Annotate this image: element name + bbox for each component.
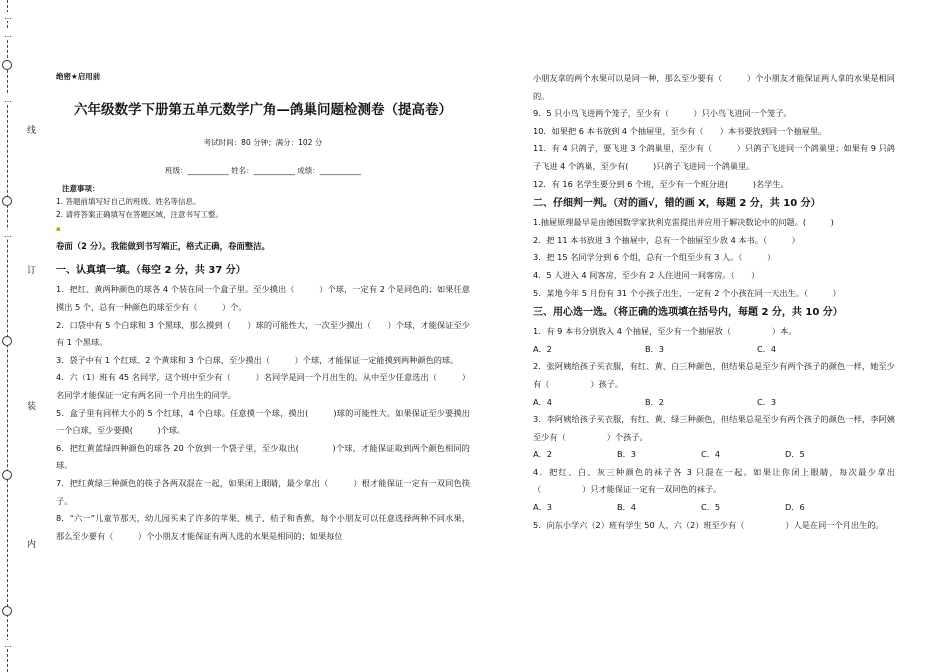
choice-question: 5．向东小学六（2）班有学生 50 人，六（2）班至少有（ ）人是在同一个月出生的。 (533, 519, 884, 530)
fill-question: 2．口袋中有 5 个白球和 3 个黑球，那么摸到（ ）球的可能性大，一次至少摸出（ ）个球，才能保证至少有 1 个黑球。 (56, 319, 470, 348)
exam-info: 考试时间：80 分钟；满分：102 分 (203, 137, 323, 147)
note-item: 2. 请将答案正确填写在答题区域，注意书写工整。 (56, 209, 224, 219)
notes-title: 注意事项： (62, 183, 100, 193)
choice-option: A．3 (533, 502, 552, 513)
choice-option: C．5 (701, 502, 721, 513)
fill-question: 11．有 4 只鸽子，要飞进 3 个鸽巢里，至少有（ ）只鸽子飞进同一个鸽巢里；如果有 9 只鸽子飞进 4 个鸽巢，至少有( )只鸽子飞进同一个鸽巢里。 (533, 143, 895, 171)
choice-options (533, 394, 895, 412)
fill-question-continuation: 小朋友拿的两个水果可以是同一种，那么至少要有（ ）个小朋友才能保证两人拿的水果是相同的。 (533, 73, 895, 101)
fill-question: 1．把红、黄两种颜色的球各 4 个装在同一个盒子里。至少摸出（ ）个球，一定有 2 个是同色的；如果任意摸出 5 个，总有一种颜色的球至少有（ ）个。 (56, 284, 470, 312)
exam-title: 六年级数学下册第五单元数学广角—鸽巢问题检测卷（提高卷） (74, 101, 452, 118)
choice-option: C．3 (757, 396, 777, 407)
binding-label-zhuang: 装 (27, 402, 37, 412)
binding-dots: … (4, 30, 12, 39)
fill-question: 5．盒子里有同样大小的 5 个红球，4 个白球。任意摸一个球，摸出( )球的可能性大。如果保证至少要摸出一个白球，至少要摸( )个球。 (56, 407, 470, 436)
binding-hole (2, 606, 12, 616)
judge-question: 4．5 人进入 4 间客房，至少有 2 人住进同一间客房。（ ） (533, 269, 760, 280)
fill-question: 10．如果把 6 本书放到 4 个抽屉里，至少有（ ）本书要放到同一个抽屉里。 (533, 125, 827, 136)
choice-question: 4．把红、白、灰三种颜色的袜子各 3 只混在一起。如果让你闭上眼睛，每次最少拿出（ ）只才能保证一定有一双同色的袜子。 (533, 466, 895, 495)
fill-question: 9．5 只小鸟飞进两个笼子，至少有（ ）只小鸟飞进同一个笼子。 (533, 108, 792, 119)
fill-question: 8．“六一”儿童节那天，幼儿园买来了许多的苹果、桃子、桔子和香蕉，每个小朋友可以任意选择两种不同水果，那么至少要有（ ）个小朋友才能保证有两人选的水果是相同的；如果每位 (56, 513, 470, 541)
binding-dots: … (4, 12, 12, 21)
judge-question: 5．某地今年 5 月份有 31 个小孩子出生，一定有 2 个小孩在同一天出生。（ ） (533, 287, 841, 298)
choice-option: D．6 (785, 502, 805, 513)
fill-question: 7．把红黄绿三种颜色的筷子各两双混在一起，如果闭上眼睛，最少拿出（ ）根才能保证一定有一双同色筷子。 (56, 477, 470, 506)
binding-hole (2, 336, 12, 346)
left-column (56, 60, 470, 545)
binding-margin (0, 0, 42, 672)
binding-hole (2, 196, 12, 206)
choice-option: A．2 (533, 343, 552, 354)
binding-dots: … (4, 230, 12, 239)
section-2-title: 二、仔细判一判。（对的画√，错的画 X，每题 2 分，共 10 分） (533, 198, 821, 210)
binding-hole (2, 60, 12, 70)
choice-option: B．3 (645, 343, 665, 354)
binding-label-nei: 内 (27, 540, 37, 550)
neatness-score-note: 卷面（2 分）。我能做到书写端正，格式正确，卷面整洁。 (56, 240, 270, 251)
choice-options (533, 341, 895, 359)
section-1-title: 一、认真填一填。（每空 2 分，共 37 分） (56, 265, 246, 277)
choice-option: D．5 (785, 449, 805, 460)
judge-question: 1.抽屉原理最早是由德国数学家狄利克雷提出并应用于解决数论中的问题。( ) (533, 217, 834, 228)
choice-option: A．2 (533, 449, 552, 460)
choice-question: 3．李阿姨给孩子买衣服，有红、黄、绿三种颜色，但结果总是至少有两个孩子的颜色一样，李阿姨至少有（ ）个孩子。 (533, 414, 895, 442)
choice-options (533, 446, 895, 464)
choice-question: 2．张阿姨给孩子买衣服，有红、黄、白三种颜色，但结果总是至少有两个孩子的颜色一样，她至少有（ ）孩子。 (533, 361, 895, 389)
judge-question: 3．把 15 名同学分到 6 个组，总有一个组至少有 3 人。（ ） (533, 252, 776, 263)
judge-question: 2．把 11 本书放进 3 个抽屉中，总有一个抽屉至少放 4 本书。（ ） (533, 234, 800, 245)
choice-option: B．2 (645, 396, 665, 407)
choice-option: C．4 (701, 449, 721, 460)
student-info-fields: 班级：___________ 姓名：___________ 成绩：___________ (164, 166, 362, 176)
fill-question: 12．有 16 名学生要分到 6 个班，至少有一个班分进( )名学生。 (533, 178, 789, 189)
choice-option: B．3 (617, 449, 637, 460)
note-item: 1. 答题前填写好自己的班级、姓名等信息。 (56, 196, 201, 206)
binding-hole (2, 470, 12, 480)
right-column (533, 70, 895, 534)
fill-question: 4．六（1）班有 45 名同学，这个班中至少有（ ）名同学是同一个月出生的。从中至少任意选出（ ）名同学才能保证一定有两名同一个月出生的同学。 (56, 372, 470, 400)
binding-label-ding: 订 (27, 266, 37, 276)
fill-question: 6．把红黄蓝绿四种颜色的球各 20 个放到一个袋子里，至少取出( )个球，才能保证取到两个颜色相同的球。 (56, 442, 470, 471)
choice-question: 1．有 9 本书分别放入 4 个抽屉，至少有一个抽屉放（ ）本。 (533, 326, 797, 337)
binding-label-xian: 线 (27, 126, 37, 136)
dot-mark: ▪ (56, 224, 61, 233)
choice-option: A．4 (533, 396, 552, 407)
choice-options (533, 499, 895, 517)
choice-option: C．4 (757, 343, 777, 354)
section-3-title: 三、用心选一选。（将正确的选项填在括号内，每题 2 分，共 10 分） (533, 307, 843, 319)
binding-dots: … (4, 95, 12, 104)
choice-option: B．4 (617, 502, 637, 513)
binding-dots: … (4, 640, 12, 649)
secret-label: 绝密★启用前 (56, 72, 101, 81)
fill-question: 3．袋子中有 1 个红球、2 个黄球和 3 个白球，至少摸出（ ）个球，才能保证一定能摸到两种颜色的球。 (56, 354, 459, 365)
